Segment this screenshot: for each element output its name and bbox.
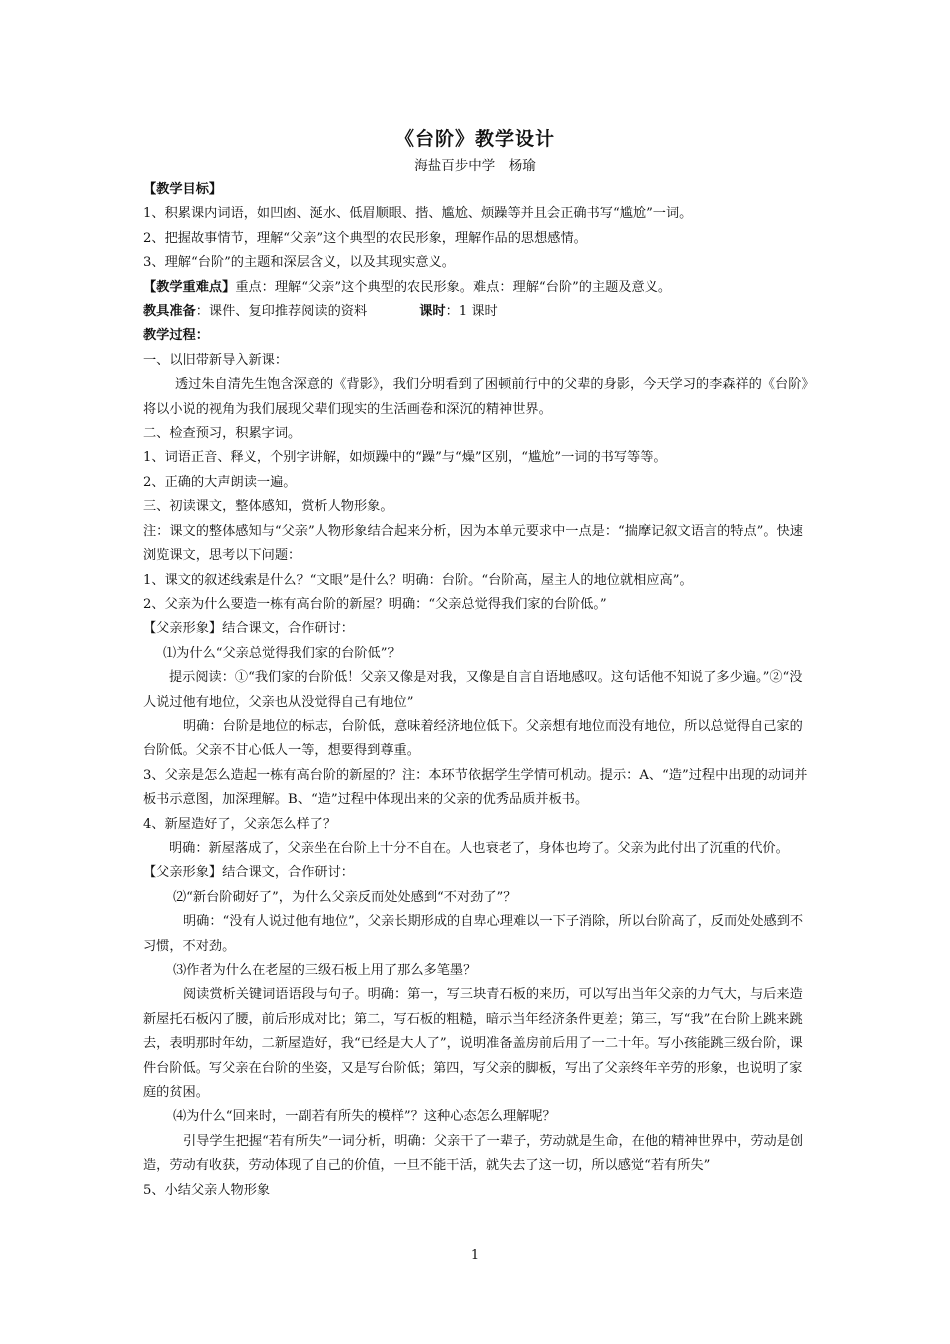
- goals-heading: 【教学目标】: [143, 182, 223, 197]
- process-paragraph: 2、父亲为什么要造一栋有高台阶的新屋？明确：“父亲总觉得我们家的台阶低。”: [143, 596, 607, 612]
- process-paragraph: 明确：台阶是地位的标志，台阶低，意味着经济地位低下。父亲想有地位而没有地位，所以总觉得自己家的台阶低。父亲不甘心低人一等，想要得到尊重。: [143, 718, 803, 759]
- process-paragraph: 透过朱自清先生饱含深意的《背影》，我们分明看到了困顿前行中的父辈的身影，今天学习的李森祥的《台阶》将以小说的视角为我们展现父辈们现实的生活画卷和深沉的精神世界。: [143, 377, 808, 417]
- process-paragraph: 引导学生把握“若有所失”一词分析，明确：父亲干了一辈子，劳动就是生命，在他的精神世界中，劳动是创造，劳动有收获，劳动体现了自己的价值，一旦不能干活，就失去了这一切，所以感觉“若有所失”: [143, 1133, 804, 1174]
- process-paragraph: ⑶作者为什么在老屋的三级石板上用了那么多笔墨？: [173, 963, 477, 978]
- prep-text: ：课件、复印推荐阅读的资料: [195, 304, 368, 320]
- time-text: ：1 课时: [445, 304, 498, 320]
- process-paragraph: 一、以旧带新导入新课：: [143, 352, 289, 368]
- process-paragraph: 二、检查预习，积累字词。: [143, 426, 302, 442]
- process-paragraph: 明确：“没有人说过他有地位”，父亲长期形成的自卑心理难以一下子消除，所以台阶高了，反而处处感到不习惯，不对劲。: [143, 914, 804, 954]
- process-heading: 教学过程：: [143, 328, 209, 344]
- key-points-label: 【教学重难点】: [143, 279, 236, 295]
- page-number: 1: [470, 1248, 480, 1263]
- time-label: 课时: [419, 304, 446, 320]
- process-paragraph: ⑵“新台阶砌好了”，为什么父亲反而处处感到“不对劲了”？: [173, 889, 517, 905]
- process-content: [143, 349, 811, 1203]
- process-paragraph: 明确：新屋落成了，父亲坐在台阶上十分不自在。人也衰老了，身体也垮了。父亲为此付出了沉重的代价。: [169, 840, 789, 856]
- process-paragraph: 提示阅读：①“我们家的台阶低！父亲又像是对我，又像是自言自语地感叹。这句话他不知说了多少遍。”②“没人说过他有地位，父亲也从没觉得自己有地位”: [143, 670, 803, 710]
- goal-item: 1、积累课内词语，如凹凼、涎水、低眉顺眼、揩、尴尬、烦躁等并且会正确书写“尴尬”一词。: [143, 206, 693, 222]
- process-paragraph: 1、词语正音、释义，个别字讲解，如烦躁中的“躁”与“燥”区别，“尴尬”一词的书写等等。: [143, 450, 667, 466]
- document-author: 海盐百步中学 杨瑜: [414, 158, 536, 174]
- process-paragraph: 5、小结父亲人物形象: [143, 1182, 271, 1198]
- key-points-text: 重点：理解“父亲”这个典型的农民形象。难点：理解“台阶”的主题及意义。: [235, 279, 672, 295]
- process-paragraph: ⑴为什么“父亲总觉得我们家的台阶低”？: [163, 645, 401, 661]
- key-points: [143, 276, 811, 300]
- goal-item: 3、理解“台阶”的主题和深层含义，以及其现实意义。: [143, 255, 455, 271]
- document-body: [143, 178, 811, 1203]
- prep-label: 教具准备: [143, 304, 196, 320]
- process-paragraph: 4、新屋造好了，父亲怎么样了？: [143, 816, 337, 832]
- goal-item: 2、把握故事情节，理解“父亲”这个典型的农民形象，理解作品的思想感情。: [143, 230, 587, 246]
- preparation: [143, 300, 811, 324]
- process-paragraph: 三、初读课文，整体感知，赏析人物形象。: [143, 499, 394, 515]
- process-paragraph: 注：课文的整体感知与“父亲”人物形象结合起来分析，因为本单元要求中一点是：“揣摩记叙文语言的特点”。快速浏览课文，思考以下问题：: [143, 523, 803, 564]
- process-paragraph: ⑷为什么“回来时，一副若有所失的模样”？这种心态怎么理解呢？: [173, 1109, 556, 1125]
- process-paragraph: 2、正确的大声朗读一遍。: [143, 474, 297, 490]
- process-paragraph: 1、课文的叙述线索是什么？“文眼”是什么？明确：台阶。“台阶高，屋主人的地位就相应高”。: [143, 572, 693, 588]
- document-title: 《台阶》教学设计: [394, 128, 555, 150]
- process-paragraph: 3、父亲是怎么造起一栋有高台阶的新屋的？注：本环节依据学生学情可机动。提示：A、“造”过程中出现的动词并板书示意图，加深理解。B、“造”过程中体现出来的父亲的优秀品质并板书。: [143, 767, 808, 808]
- process-paragraph: 【父亲形象】结合课文，合作研讨：: [143, 621, 354, 637]
- process-paragraph: 【父亲形象】结合课文，合作研讨：: [143, 865, 354, 881]
- process-paragraph: 阅读赏析关键词语语段与句子。明确：第一，写三块青石板的来历，可以写出当年父亲的力气大，与后来造新屋托石板闪了腰，前后形成对比；第二，写石板的粗糙，暗示当年经济条件更差；第三，写“我”在台阶上跳来跳去，表明那时年幼，二新屋造好，我“已经是大人了”，说明准备盖房前后用了一二十年。写小孩能跳三级台阶，课件台阶低。写父亲在台阶的坐姿，又是写台阶低；第四，写父亲的脚板，写出了父亲终年辛劳的形象，也说明了家庭的贫困。: [143, 987, 803, 1101]
